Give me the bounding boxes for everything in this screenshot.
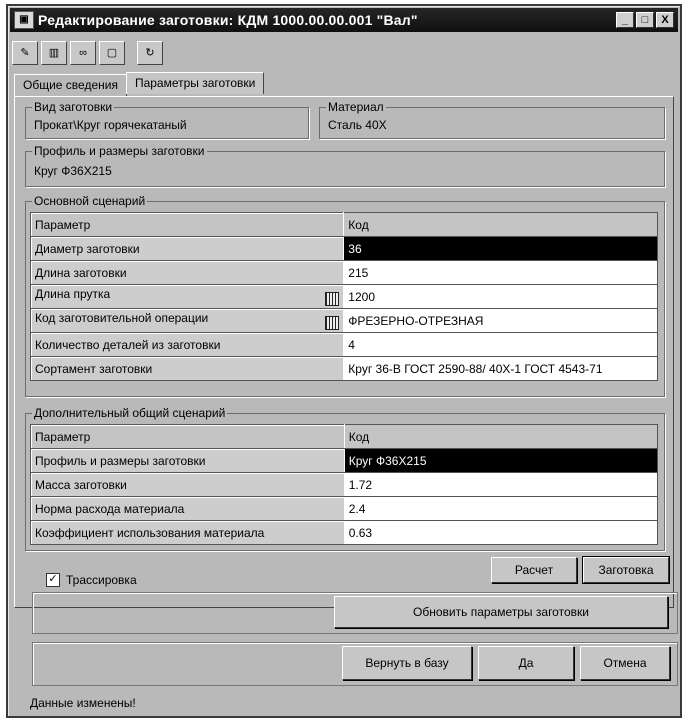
- toolbar: [12, 36, 163, 70]
- value-bar-length[interactable]: 1200: [344, 285, 658, 309]
- blank-type-value: Прокат\Круг горячекатаный: [34, 118, 187, 132]
- param-profile: Профиль и размеры заготовки: [31, 449, 345, 473]
- material-group: [319, 100, 665, 139]
- table-row[interactable]: [31, 473, 658, 497]
- value-utilization[interactable]: 0.63: [344, 521, 657, 545]
- table-row[interactable]: [31, 497, 658, 521]
- param-diameter: Диаметр заготовки: [31, 237, 344, 261]
- param-bar-length-label: Длина прутка: [35, 287, 111, 301]
- profile-group: [25, 144, 665, 187]
- edit-z-icon[interactable]: ✎: [12, 41, 38, 65]
- tab-blank-params[interactable]: Параметры заготовки: [126, 72, 264, 94]
- calendar-picker-icon[interactable]: [325, 316, 339, 330]
- table-z-icon[interactable]: ▥: [41, 41, 67, 65]
- param-operation-code: [31, 309, 344, 333]
- table-row[interactable]: [31, 357, 658, 381]
- trace-label: Трассировка: [66, 573, 137, 587]
- extra-scenario-legend: Дополнительный общий сценарий: [34, 406, 226, 420]
- value-mass[interactable]: 1.72: [344, 473, 657, 497]
- table-row[interactable]: [31, 261, 658, 285]
- frame-icon[interactable]: ▢: [99, 41, 125, 65]
- update-params-button[interactable]: Обновить параметры заготовки: [334, 596, 668, 628]
- title-bar: [10, 8, 678, 32]
- header-param: Параметр: [31, 425, 345, 449]
- status-bar-text: Данные изменены!: [30, 696, 136, 710]
- main-scenario-group: [25, 194, 665, 397]
- header-code: Код: [344, 213, 658, 237]
- param-consumption: Норма расхода материала: [31, 497, 345, 521]
- minimize-button[interactable]: _: [616, 12, 634, 28]
- blank-button[interactable]: Заготовка: [583, 557, 669, 583]
- material-value: Сталь 40Х: [328, 118, 387, 132]
- param-bar-length: [31, 285, 344, 309]
- table-header-row: [31, 213, 658, 237]
- maximize-button[interactable]: □: [636, 12, 654, 28]
- tab-panel: [14, 96, 674, 608]
- blank-type-group: [25, 100, 309, 139]
- cancel-button[interactable]: Отмена: [580, 646, 670, 680]
- return-to-db-button[interactable]: Вернуть в базу: [342, 646, 472, 680]
- header-code: Код: [344, 425, 657, 449]
- material-legend: Материал: [328, 100, 384, 114]
- refresh-z-icon[interactable]: ↻: [137, 41, 163, 65]
- value-diameter[interactable]: 36: [344, 237, 658, 261]
- profile-value: Круг Ф36Х215: [34, 164, 112, 178]
- calendar-picker-icon[interactable]: [325, 292, 339, 306]
- close-button[interactable]: X: [656, 12, 674, 28]
- param-assortment: Сортамент заготовки: [31, 357, 344, 381]
- table-row[interactable]: [31, 285, 658, 309]
- ok-button[interactable]: Да: [478, 646, 574, 680]
- tab-strip: [14, 74, 263, 96]
- table-header-row: [31, 425, 658, 449]
- app-icon: ▣: [14, 11, 34, 29]
- value-length[interactable]: 215: [344, 261, 658, 285]
- param-utilization: Коэффициент использования материала: [31, 521, 345, 545]
- tab-general[interactable]: Общие сведения: [14, 74, 127, 96]
- header-param: Параметр: [31, 213, 344, 237]
- value-operation-code[interactable]: ФРЕЗЕРНО-ОТРЕЗНАЯ: [344, 309, 658, 333]
- value-consumption[interactable]: 2.4: [344, 497, 657, 521]
- value-parts-count[interactable]: 4: [344, 333, 658, 357]
- value-assortment[interactable]: Круг 36-В ГОСТ 2590-88/ 40Х-1 ГОСТ 4543-71: [344, 357, 658, 381]
- trace-checkbox[interactable]: ✓: [46, 573, 60, 587]
- trace-checkbox-row[interactable]: [46, 573, 137, 587]
- editor-window: [6, 4, 682, 718]
- extra-scenario-group: [25, 406, 665, 551]
- table-row[interactable]: [31, 309, 658, 333]
- value-profile[interactable]: Круг Ф36Х215: [344, 449, 657, 473]
- param-length: Длина заготовки: [31, 261, 344, 285]
- param-mass: Масса заготовки: [31, 473, 345, 497]
- table-row[interactable]: [31, 333, 658, 357]
- binoculars-z-icon[interactable]: ∞: [70, 41, 96, 65]
- table-row[interactable]: [31, 521, 658, 545]
- param-operation-code-label: Код заготовительной операции: [35, 311, 209, 325]
- blank-type-legend: Вид заготовки: [34, 100, 113, 114]
- param-parts-count: Количество деталей из заготовки: [31, 333, 344, 357]
- profile-legend: Профиль и размеры заготовки: [34, 144, 205, 158]
- window-title: Редактирование заготовки: КДМ 1000.00.00.001 "Вал": [38, 12, 418, 28]
- calc-button[interactable]: Расчет: [491, 557, 577, 583]
- table-row[interactable]: [31, 237, 658, 261]
- main-scenario-table: [30, 212, 658, 381]
- table-row[interactable]: [31, 449, 658, 473]
- extra-scenario-table: [30, 424, 658, 545]
- main-scenario-legend: Основной сценарий: [34, 194, 146, 208]
